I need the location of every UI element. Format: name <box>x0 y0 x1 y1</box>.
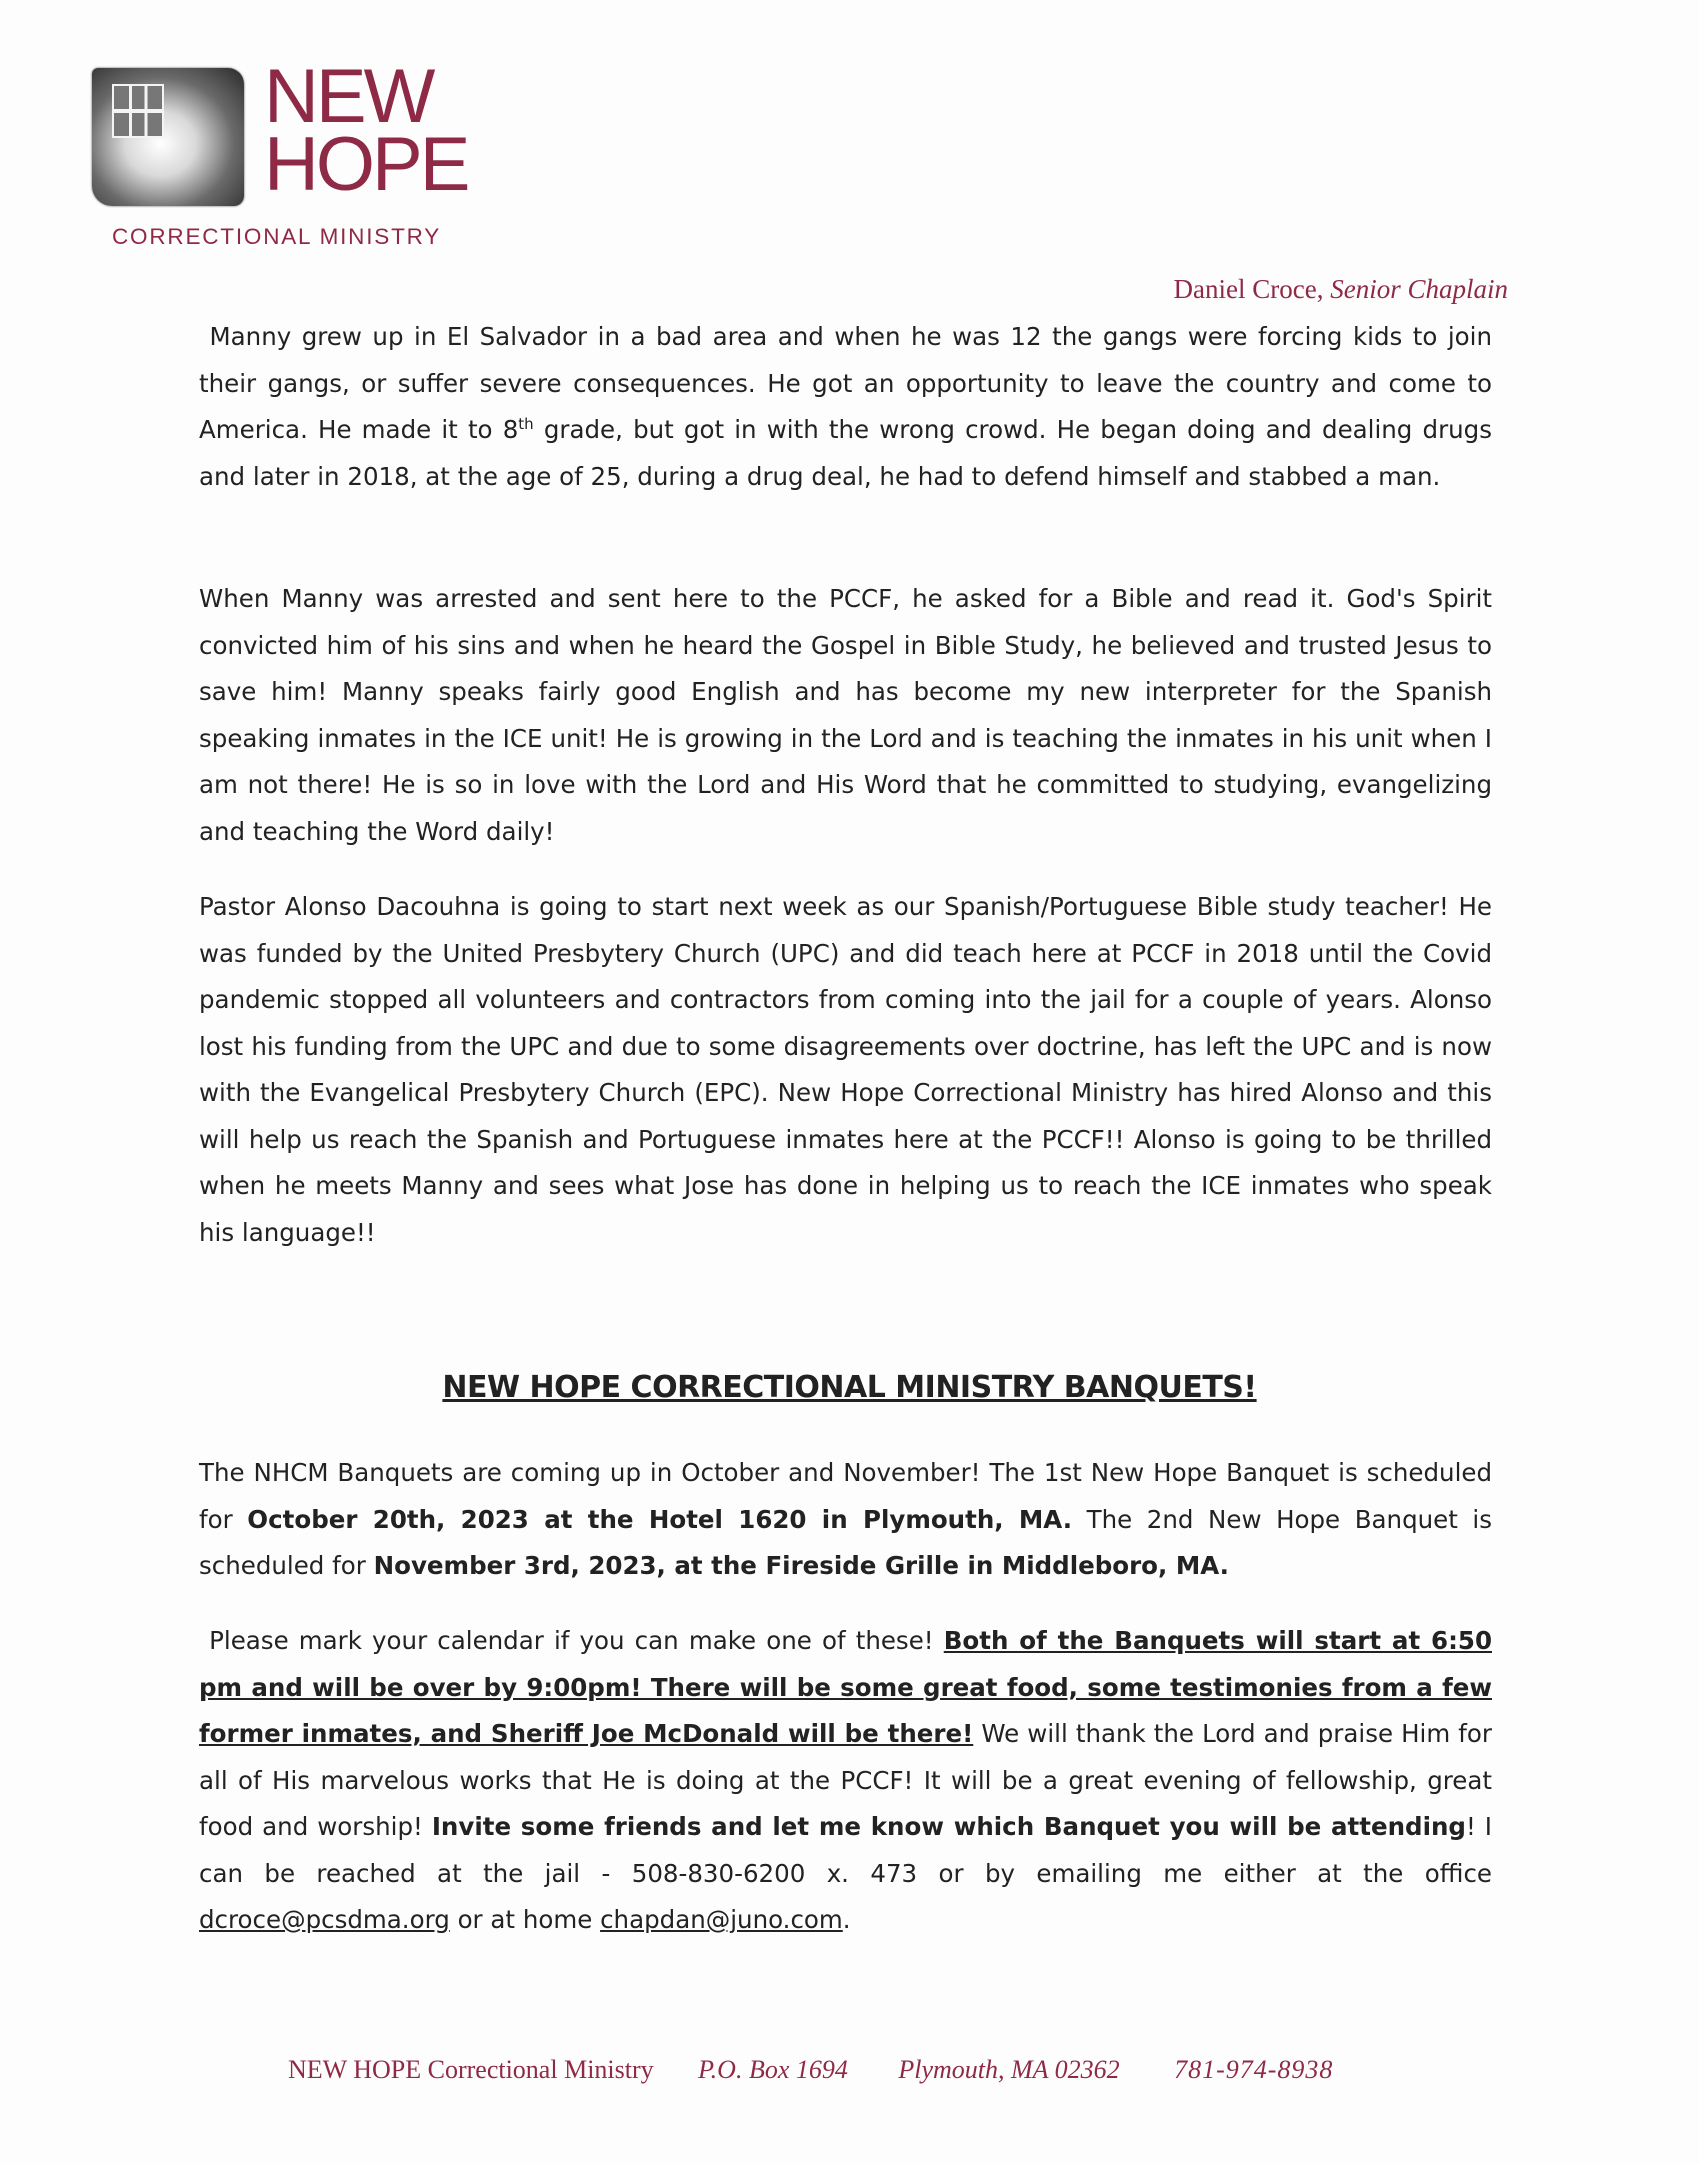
banquets-p2-text-g: . <box>842 1905 851 1934</box>
logo-word-new: NEW <box>264 54 433 139</box>
logo-word-hope: HOPE <box>264 122 468 207</box>
banquets-p1-text-a: The NHCM Banquets are coming up in October and November! The 1st New Hope Banquet is scheduled for <box>199 1458 1492 1534</box>
office-email-link[interactable]: dcroce@pcsdma.org <box>199 1905 450 1934</box>
story-paragraph-1 <box>199 314 1492 500</box>
banquets-paragraph-1 <box>199 1450 1492 1590</box>
signer-title: Senior Chaplain <box>1330 274 1508 304</box>
banquets-p2-text-a: Please mark your calendar if you can make one of these! <box>209 1626 944 1655</box>
banquets-p2-text-c: We will thank the Lord and praise Him for all of His marvelous works that He is doing at the PCCF! It will be a great evening of fellowship, great food and worship! <box>199 1719 1492 1841</box>
signer-name: Daniel Croce, <box>1173 274 1324 304</box>
banquets-p2-text-f: or at home <box>449 1905 601 1934</box>
footer-city: Plymouth, MA 02362 <box>898 2055 1120 2084</box>
footer-phone: 781-974-8938 <box>1174 2055 1334 2084</box>
story-p1-text-a: Manny grew up in El Salvador in a bad area and when he was 12 the gangs were forcing kids to join their gangs, or suffer severe consequences. He got an opportunity to leave the country and come to America. He made it to 8 <box>199 322 1492 444</box>
letter-footer <box>288 2055 1488 2085</box>
footer-po-box: P.O. Box 1694 <box>698 2055 848 2084</box>
signer-line <box>1174 274 1508 305</box>
logo-subtitle: CORRECTIONAL MINISTRY <box>112 224 442 249</box>
story-p1-text-b: grade, but got in with the wrong crowd. He began doing and dealing drugs and later in 2018, at the age of 25, during a drug deal, he had to defend himself and stabbed a man. <box>199 415 1493 491</box>
story-paragraph-2: When Manny was arrested and sent here to the PCCF, he asked for a Bible and read it. God's Spirit convicted him of his sins and when he heard the Gospel in Bible Study, he believed and trusted Jesus to save him! Manny speaks fairly good English and has become my new interpreter for the Spanish speaking inmates in the ICE unit! He is growing in the Lord and is teaching the inmates in his unit when I am not there! He is so in love with the Lord and His Word that he committed to studying, evangelizing and teaching the Word daily! <box>199 584 1492 846</box>
banquet-2-details: November 3rd, 2023, at the Fireside Grille in Middleboro, MA. <box>373 1551 1229 1580</box>
ordinal-suffix: th <box>518 414 534 433</box>
story-paragraph-3: Pastor Alonso Dacouhna is going to start next week as our Spanish/Portuguese Bible study teacher! He was funded by the United Presbytery Church (UPC) and did teach here at PCCF in 2018 until the Covid pandemic stopped all volunteers and contractors from coming into the jail for a couple of years. Alonso lost his funding from the UPC and due to some disagreements over doctrine, has left the UPC and is now with the Evangelical Presbytery Church (EPC). New Hope Correctional Ministry has hired Alonso and this will help us reach the Spanish and Portuguese inmates here at the PCCF!! Alonso is going to be thrilled when he meets Manny and sees what Jose has done in helping us to reach the ICE inmates who speak his language!! <box>199 892 1492 1247</box>
banquets-p1-text-c: The 2nd New Hope Banquet is scheduled for <box>199 1504 1493 1580</box>
new-hope-logo <box>92 54 492 262</box>
banquet-1-details: October 20th, 2023 at the Hotel 1620 in Plymouth, MA. <box>247 1504 1073 1534</box>
banquets-paragraph-2 <box>199 1618 1492 1944</box>
banquets-p2-text-e: ! I can be reached at the jail - 508-830-6200 x. 473 or by emailing me either at the office <box>199 1812 1492 1888</box>
barred-window-icon <box>112 84 164 138</box>
invite-notice: Invite some friends and let me know which Banquet you will be attending <box>431 1812 1466 1841</box>
footer-org: NEW HOPE Correctional Ministry <box>288 2055 654 2084</box>
banquets-heading: NEW HOPE CORRECTIONAL MINISTRY BANQUETS! <box>442 1370 1257 1405</box>
prison-window-logo-icon <box>92 68 244 206</box>
home-email-link[interactable]: chapdan@juno.com <box>600 1905 843 1934</box>
banquet-time-notice: Both of the Banquets will start at 6:50 pm and will be over by 9:00pm! There will be some great food, some testimonies from a few former inmates, and Sheriff Joe McDonald will be there! <box>199 1626 1492 1748</box>
